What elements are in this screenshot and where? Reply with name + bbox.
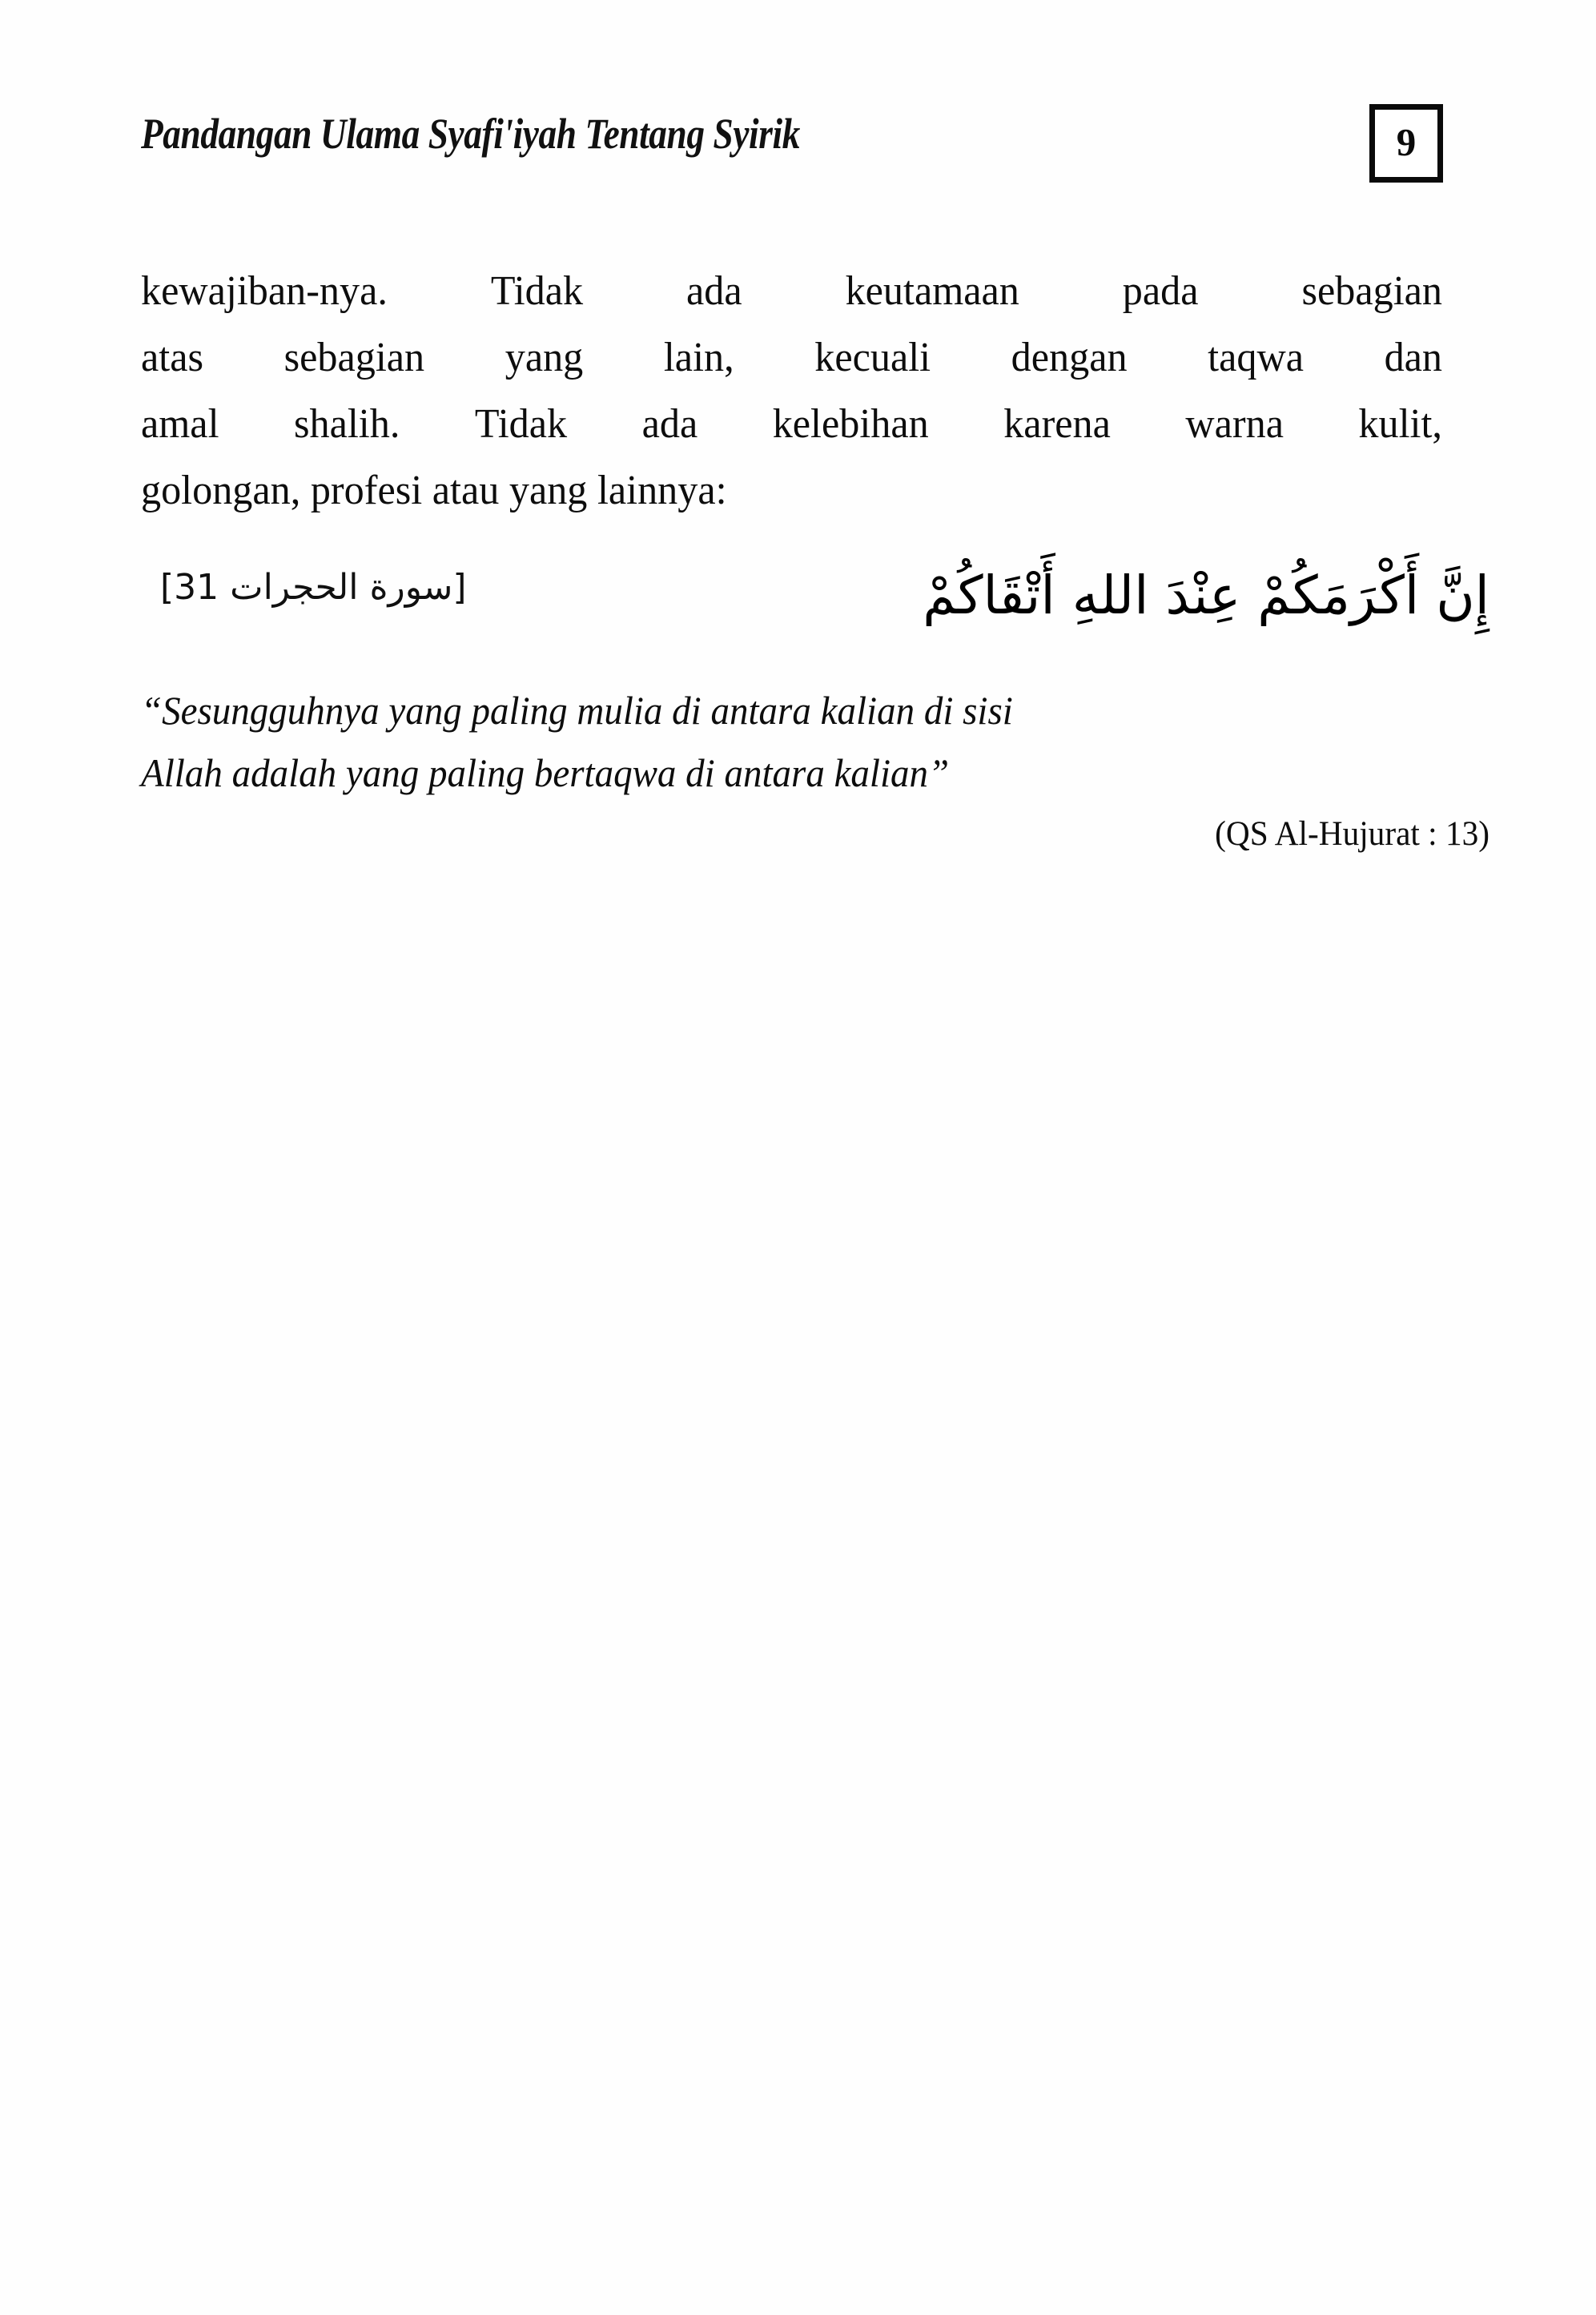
body-line-3 — [141, 391, 1442, 457]
body-word: ada — [686, 268, 742, 314]
body-word: shalih. — [293, 401, 400, 447]
body-word: dan — [1384, 335, 1443, 380]
body-line-4: golongan, profesi atau yang lainnya: — [141, 468, 727, 513]
running-header-title: Pandangan Ulama Syafi'iyah Tentang Syirik — [141, 110, 800, 158]
body-word: sebagian — [1301, 268, 1443, 314]
quran-verse-row — [141, 553, 1489, 665]
body-word: karena — [1003, 401, 1111, 447]
body-word: pada — [1122, 268, 1199, 314]
surah-reference: [سورة الحجرات 13] — [160, 567, 467, 608]
page-number-box — [1369, 104, 1443, 183]
body-word: keutamaan — [845, 268, 1019, 314]
verse-citation: (QS Al-Hujurat : 13) — [1215, 815, 1489, 853]
body-word: kecuali — [814, 335, 931, 380]
body-word: taqwa — [1208, 335, 1304, 380]
body-word: ada — [641, 401, 698, 447]
body-word: warna — [1185, 401, 1284, 447]
body-word: dengan — [1011, 335, 1128, 380]
body-paragraph — [141, 258, 1442, 524]
translation-line-1: “Sesungguhnya yang paling mulia di antara kalian di sisi — [141, 688, 1013, 733]
arabic-verse-text: إِنَّ أَكْرَمَكُمْ عِنْدَ اللهِ أَتْقَاكُمْ — [923, 565, 1489, 626]
body-word: kulit, — [1358, 401, 1442, 447]
page-header — [141, 104, 1494, 192]
body-word: kewajiban-nya. — [141, 268, 388, 314]
page-number: 9 — [1396, 119, 1417, 164]
body-line-2 — [141, 324, 1442, 391]
body-word: Tidak — [474, 401, 568, 447]
verse-translation — [141, 679, 1413, 804]
body-word: sebagian — [283, 335, 425, 380]
body-word: atas — [141, 335, 204, 380]
body-word: amal — [141, 401, 219, 447]
body-word: kelebihan — [772, 401, 929, 447]
body-word: lain, — [663, 335, 734, 380]
translation-line-2: Allah adalah yang paling bertaqwa di antara kalian” — [141, 750, 950, 795]
body-word: yang — [505, 335, 584, 380]
body-word: Tidak — [490, 268, 584, 314]
body-line-1 — [141, 258, 1442, 324]
